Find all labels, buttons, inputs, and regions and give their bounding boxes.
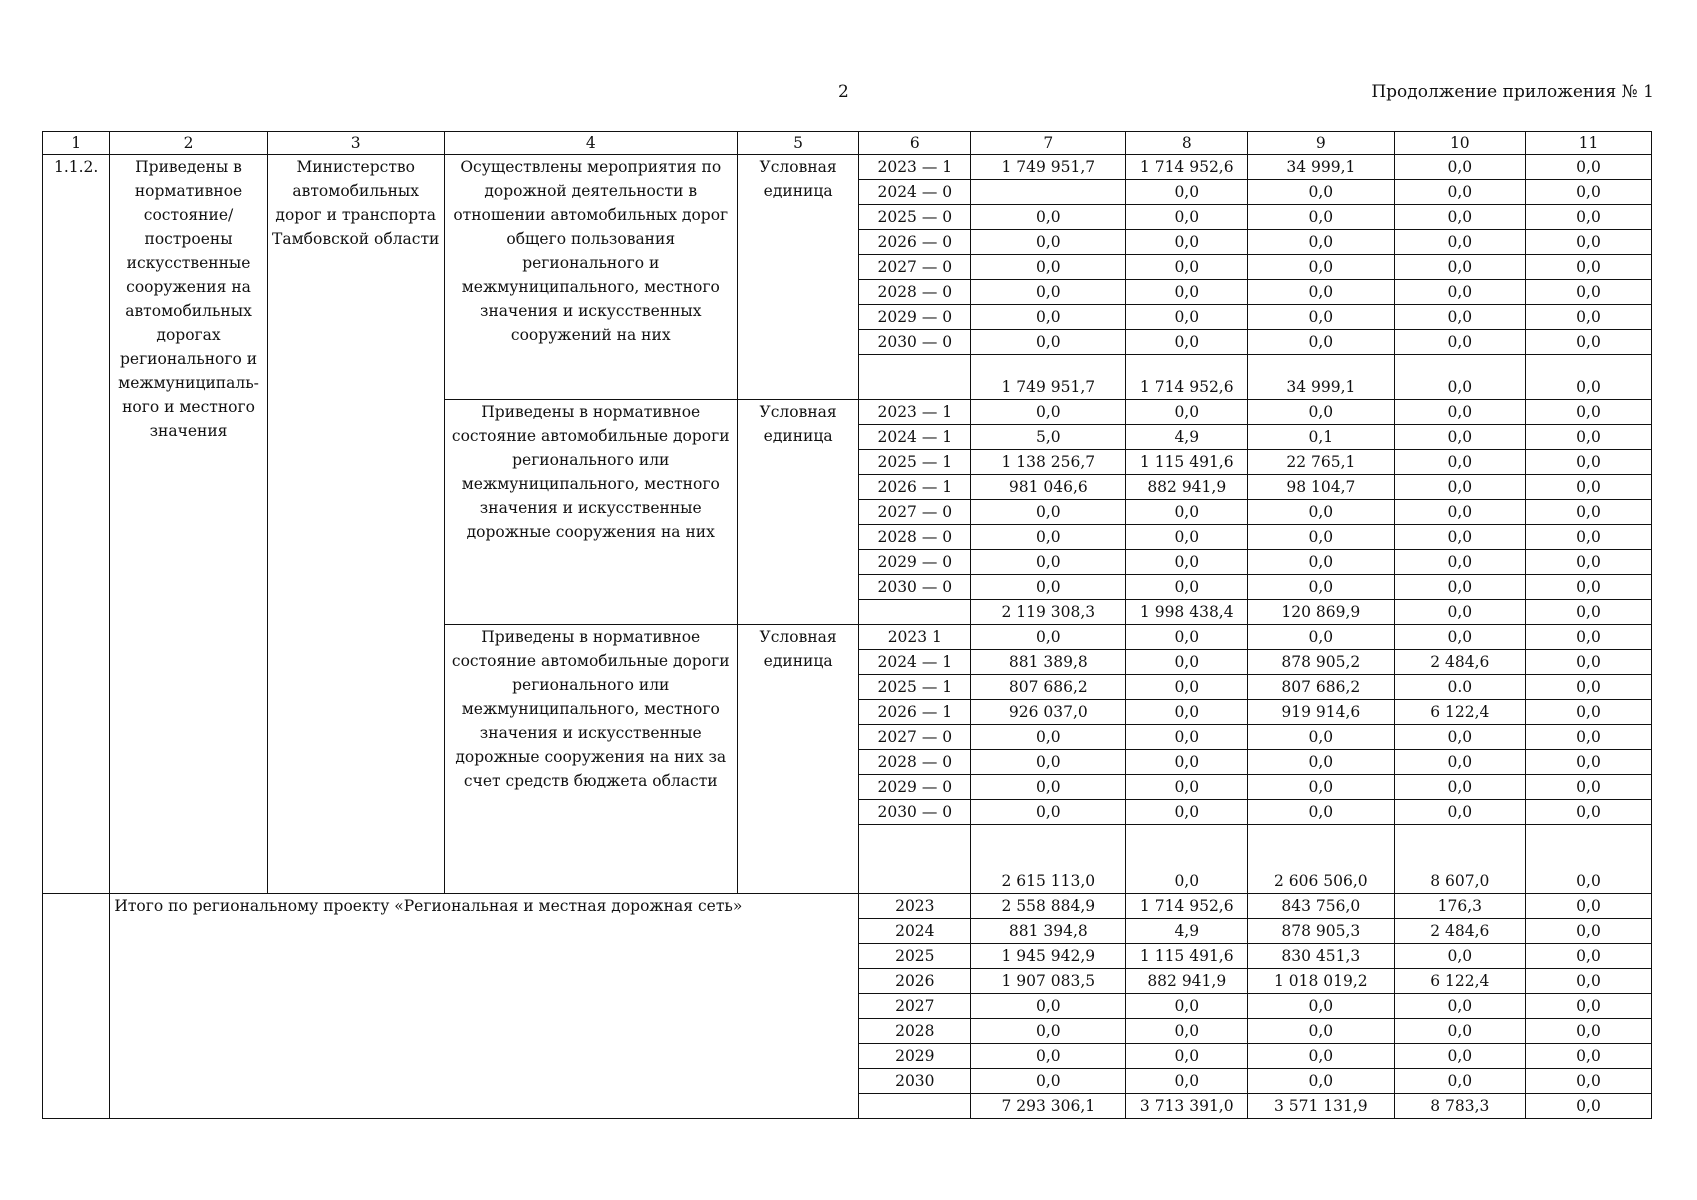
column-header: 8	[1126, 132, 1248, 155]
value-cell: 0,0	[971, 205, 1126, 230]
year-cell: 2024 — 0	[859, 180, 971, 205]
value-cell: 0,0	[1126, 255, 1248, 280]
value-cell: 0,0	[971, 305, 1126, 330]
value-cell: 1 115 491,6	[1126, 450, 1248, 475]
unit-cell: Условная единица	[737, 400, 859, 625]
value-cell: 0,0	[1248, 725, 1395, 750]
value-cell: 0,0	[971, 575, 1126, 600]
year-cell: 2030 — 0	[859, 575, 971, 600]
column-header: 1	[43, 132, 110, 155]
column-header: 4	[444, 132, 737, 155]
value-cell: 807 686,2	[1248, 675, 1395, 700]
unit-cell: Условная единица	[737, 625, 859, 894]
value-cell: 0,0	[1525, 550, 1651, 575]
summary-blank	[43, 894, 110, 1119]
value-cell: 0,0	[1394, 400, 1525, 425]
value-cell: 0,0	[1126, 230, 1248, 255]
value-cell: 0,0	[1248, 625, 1395, 650]
value-cell: 0,0	[1394, 280, 1525, 305]
value-cell: 0,0	[1394, 450, 1525, 475]
value-cell: 0,0	[1394, 944, 1525, 969]
value-cell: 1 714 952,6	[1126, 155, 1248, 180]
value-cell: 1 714 952,6	[1126, 355, 1248, 400]
value-cell: 0,0	[1394, 305, 1525, 330]
year-cell: 2027	[859, 994, 971, 1019]
column-header: 11	[1525, 132, 1651, 155]
value-cell: 0,0	[1126, 1044, 1248, 1069]
value-cell: 0,0	[1525, 894, 1651, 919]
value-cell: 0,0	[1525, 425, 1651, 450]
year-cell: 2027 — 0	[859, 255, 971, 280]
value-cell: 0,0	[1126, 625, 1248, 650]
value-cell: 0,0	[971, 994, 1126, 1019]
column-header: 9	[1248, 132, 1395, 155]
value-cell: 881 389,8	[971, 650, 1126, 675]
value-cell: 0,0	[1394, 550, 1525, 575]
value-cell: 0,0	[1394, 625, 1525, 650]
value-cell: 0,0	[971, 625, 1126, 650]
value-cell: 0,0	[1248, 180, 1395, 205]
value-cell: 0,0	[971, 500, 1126, 525]
value-cell: 0,0	[1248, 255, 1395, 280]
value-cell: 0,0	[1248, 775, 1395, 800]
value-cell: 0,0	[1394, 1044, 1525, 1069]
value-cell: 0,0	[1525, 919, 1651, 944]
value-cell: 0,0	[1248, 400, 1395, 425]
year-cell: 2029 — 0	[859, 775, 971, 800]
summary-label: Итого по региональному проекту «Региональная и местная дорожная сеть»	[110, 894, 859, 1119]
value-cell: 830 451,3	[1248, 944, 1395, 969]
value-cell: 0,0	[1525, 725, 1651, 750]
value-cell: 0,0	[1126, 825, 1248, 894]
value-cell: 0,0	[1126, 305, 1248, 330]
value-cell: 0,0	[1126, 994, 1248, 1019]
value-cell: 0,0	[1525, 800, 1651, 825]
value-cell: 120 869,9	[1248, 600, 1395, 625]
value-cell: 0,0	[1394, 1019, 1525, 1044]
value-cell: 8 783,3	[1394, 1094, 1525, 1119]
column-header: 10	[1394, 132, 1525, 155]
value-cell: 1 018 019,2	[1248, 969, 1395, 994]
value-cell: 0,0	[1525, 700, 1651, 725]
executor-cell: Министерство автомобильных дорог и транспорта Тамбовской области	[267, 155, 444, 894]
value-cell: 0,0	[1126, 330, 1248, 355]
value-cell: 0,0	[1126, 700, 1248, 725]
value-cell: 0,0	[1248, 525, 1395, 550]
value-cell: 981 046,6	[971, 475, 1126, 500]
value-cell: 0,0	[1248, 994, 1395, 1019]
value-cell: 0,0	[1525, 330, 1651, 355]
year-cell: 2023 1	[859, 625, 971, 650]
value-cell: 0,0	[1126, 500, 1248, 525]
value-cell: 22 765,1	[1248, 450, 1395, 475]
year-cell: 2028 — 0	[859, 750, 971, 775]
year-cell-empty	[859, 600, 971, 625]
value-cell: 0,0	[1126, 675, 1248, 700]
value-cell: 0,0	[1525, 650, 1651, 675]
value-cell: 0,0	[1126, 400, 1248, 425]
value-cell	[971, 180, 1126, 205]
value-cell: 0,0	[1248, 550, 1395, 575]
value-cell: 0,0	[1525, 525, 1651, 550]
value-cell: 0,0	[1394, 600, 1525, 625]
value-cell: 0,0	[1394, 230, 1525, 255]
continuation-title: Продолжение приложения № 1	[1371, 82, 1654, 102]
value-cell: 0,0	[1394, 725, 1525, 750]
value-cell: 0,0	[1126, 800, 1248, 825]
description-cell: Приведены в нормативное состояние автомобильные дороги регионального или межмуниципального, местного значения и искусственные дорожные сооружения на них за счет средств бюджета области	[444, 625, 737, 894]
value-cell: 0,0	[1248, 305, 1395, 330]
value-cell: 0,0	[1394, 355, 1525, 400]
value-cell: 1 714 952,6	[1126, 894, 1248, 919]
value-cell: 1 945 942,9	[971, 944, 1126, 969]
value-cell: 0,0	[1126, 280, 1248, 305]
value-cell: 881 394,8	[971, 919, 1126, 944]
value-cell: 0,0	[1525, 944, 1651, 969]
value-cell: 3 571 131,9	[1248, 1094, 1395, 1119]
value-cell: 6 122,4	[1394, 700, 1525, 725]
value-cell: 0,0	[971, 230, 1126, 255]
value-cell: 0,0	[1394, 425, 1525, 450]
value-cell: 878 905,2	[1248, 650, 1395, 675]
value-cell: 6 122,4	[1394, 969, 1525, 994]
value-cell: 878 905,3	[1248, 919, 1395, 944]
value-cell: 0,0	[1525, 575, 1651, 600]
year-cell-empty	[859, 825, 971, 894]
value-cell: 0,0	[1525, 450, 1651, 475]
column-header: 5	[737, 132, 859, 155]
value-cell: 98 104,7	[1248, 475, 1395, 500]
value-cell: 0,0	[1525, 600, 1651, 625]
value-cell: 0,0	[1525, 775, 1651, 800]
value-cell: 0,0	[1126, 205, 1248, 230]
value-cell: 0,0	[1126, 550, 1248, 575]
year-cell: 2024	[859, 919, 971, 944]
value-cell: 0,0	[1248, 800, 1395, 825]
value-cell: 0,0	[1248, 330, 1395, 355]
value-cell: 0,0	[1525, 500, 1651, 525]
value-cell: 0,0	[971, 1069, 1126, 1094]
value-cell: 2 484,6	[1394, 650, 1525, 675]
year-cell: 2027 — 0	[859, 725, 971, 750]
value-cell: 2 119 308,3	[971, 600, 1126, 625]
year-cell-empty	[859, 1094, 971, 1119]
value-cell: 0,0	[1394, 775, 1525, 800]
value-cell: 0,0	[1394, 180, 1525, 205]
value-cell: 0,0	[1248, 1019, 1395, 1044]
value-cell: 0,0	[1394, 475, 1525, 500]
year-cell: 2024 — 1	[859, 425, 971, 450]
description-cell: Осуществлены мероприятия по дорожной деятельности в отношении автомобильных дорог общего пользования регионального и межмуниципального, местного значения и искусственных сооружений на них	[444, 155, 737, 400]
value-cell: 807 686,2	[971, 675, 1126, 700]
value-cell: 0,0	[1126, 1019, 1248, 1044]
column-header: 2	[110, 132, 267, 155]
value-cell: 0,0	[971, 775, 1126, 800]
value-cell: 34 999,1	[1248, 355, 1395, 400]
value-cell: 0,0	[1126, 750, 1248, 775]
value-cell: 0,0	[1525, 400, 1651, 425]
value-cell: 0,0	[971, 550, 1126, 575]
value-cell: 0,0	[1525, 180, 1651, 205]
value-cell: 2 615 113,0	[971, 825, 1126, 894]
value-cell: 0,0	[1525, 305, 1651, 330]
value-cell: 0,0	[1248, 500, 1395, 525]
value-cell: 0,0	[1248, 230, 1395, 255]
year-cell: 2030	[859, 1069, 971, 1094]
description-cell: Приведены в нормативное состояние автомобильные дороги регионального или межмуниципального, местного значения и искусственные дорожные сооружения на них	[444, 400, 737, 625]
value-cell: 0,0	[971, 1019, 1126, 1044]
value-cell: 0,0	[1394, 155, 1525, 180]
value-cell: 0,0	[1525, 1069, 1651, 1094]
value-cell: 0,0	[1248, 1069, 1395, 1094]
value-cell: 2 558 884,9	[971, 894, 1126, 919]
value-cell: 0,0	[1126, 1069, 1248, 1094]
value-cell: 882 941,9	[1126, 475, 1248, 500]
value-cell: 843 756,0	[1248, 894, 1395, 919]
value-cell: 34 999,1	[1248, 155, 1395, 180]
year-cell-empty	[859, 355, 971, 400]
value-cell: 0,0	[971, 280, 1126, 305]
value-cell: 882 941,9	[1126, 969, 1248, 994]
value-cell: 0,0	[1394, 255, 1525, 280]
value-cell: 0,0	[971, 800, 1126, 825]
value-cell: 0,0	[1126, 775, 1248, 800]
column-header: 6	[859, 132, 971, 155]
year-cell: 2028 — 0	[859, 525, 971, 550]
value-cell: 0,0	[1525, 969, 1651, 994]
year-cell: 2025 — 1	[859, 675, 971, 700]
value-cell: 4,9	[1126, 919, 1248, 944]
year-cell: 2023 — 1	[859, 155, 971, 180]
value-cell: 0,0	[1525, 1094, 1651, 1119]
year-cell: 2025	[859, 944, 971, 969]
value-cell: 1 907 083,5	[971, 969, 1126, 994]
value-cell: 0,0	[1525, 255, 1651, 280]
value-cell: 0,1	[1248, 425, 1395, 450]
value-cell: 0,0	[1248, 280, 1395, 305]
value-cell: 0,0	[1394, 1069, 1525, 1094]
value-cell: 0,0	[1248, 750, 1395, 775]
value-cell: 0,0	[1525, 625, 1651, 650]
value-cell: 0,0	[1126, 725, 1248, 750]
row-number: 1.1.2.	[43, 155, 110, 894]
value-cell: 0,0	[971, 400, 1126, 425]
value-cell: 0,0	[971, 725, 1126, 750]
value-cell: 0,0	[971, 1044, 1126, 1069]
value-cell: 0,0	[1525, 475, 1651, 500]
value-cell: 0,0	[1394, 500, 1525, 525]
value-cell: 0,0	[971, 255, 1126, 280]
value-cell: 0,0	[1126, 650, 1248, 675]
year-cell: 2028 — 0	[859, 280, 971, 305]
value-cell: 8 607,0	[1394, 825, 1525, 894]
value-cell: 0,0	[1525, 205, 1651, 230]
value-cell: 2 484,6	[1394, 919, 1525, 944]
year-cell: 2026 — 1	[859, 700, 971, 725]
year-cell: 2027 — 0	[859, 500, 971, 525]
table-row	[43, 155, 1652, 180]
year-cell: 2023	[859, 894, 971, 919]
value-cell: 0,0	[1525, 750, 1651, 775]
year-cell: 2030 — 0	[859, 800, 971, 825]
year-cell: 2028	[859, 1019, 971, 1044]
value-cell: 1 749 951,7	[971, 355, 1126, 400]
column-header: 3	[267, 132, 444, 155]
value-cell: 0,0	[971, 330, 1126, 355]
value-cell: 1 115 491,6	[1126, 944, 1248, 969]
value-cell: 0,0	[1394, 205, 1525, 230]
value-cell: 0,0	[1525, 355, 1651, 400]
year-cell: 2030 — 0	[859, 330, 971, 355]
value-cell: 1 998 438,4	[1126, 600, 1248, 625]
column-header: 7	[971, 132, 1126, 155]
value-cell: 0,0	[1525, 825, 1651, 894]
year-cell: 2026 — 1	[859, 475, 971, 500]
value-cell: 0,0	[1248, 1044, 1395, 1069]
value-cell: 0,0	[1394, 330, 1525, 355]
value-cell: 3 713 391,0	[1126, 1094, 1248, 1119]
value-cell: 0,0	[1126, 180, 1248, 205]
year-cell: 2029 — 0	[859, 305, 971, 330]
value-cell: 1 749 951,7	[971, 155, 1126, 180]
value-cell: 1 138 256,7	[971, 450, 1126, 475]
value-cell: 0,0	[1394, 575, 1525, 600]
value-cell: 4,9	[1126, 425, 1248, 450]
year-cell: 2026	[859, 969, 971, 994]
year-cell: 2023 — 1	[859, 400, 971, 425]
year-cell: 2026 — 0	[859, 230, 971, 255]
value-cell: 176,3	[1394, 894, 1525, 919]
value-cell: 0,0	[1525, 994, 1651, 1019]
value-cell: 0,0	[1248, 205, 1395, 230]
year-cell: 2029	[859, 1044, 971, 1069]
value-cell: 7 293 306,1	[971, 1094, 1126, 1119]
year-cell: 2025 — 0	[859, 205, 971, 230]
value-cell: 0,0	[1525, 155, 1651, 180]
value-cell: 0,0	[1126, 525, 1248, 550]
value-cell: 0,0	[971, 525, 1126, 550]
value-cell: 0,0	[1525, 280, 1651, 305]
unit-cell: Условная единица	[737, 155, 859, 400]
value-cell: 0,0	[1394, 525, 1525, 550]
summary-row	[43, 894, 1652, 919]
result-cell: Приведены в нормативное состояние/ построены искусственные сооружения на автомобильных дорогах регионального и межмуниципаль-ного и местного значения	[110, 155, 267, 894]
value-cell: 0.0	[1394, 675, 1525, 700]
value-cell: 926 037,0	[971, 700, 1126, 725]
page-number: 2	[838, 82, 849, 102]
value-cell: 0,0	[971, 750, 1126, 775]
program-table	[42, 131, 1652, 1119]
value-cell: 5,0	[971, 425, 1126, 450]
value-cell: 0,0	[1126, 575, 1248, 600]
column-header-row	[43, 132, 1652, 155]
value-cell: 0,0	[1525, 1019, 1651, 1044]
value-cell: 2 606 506,0	[1248, 825, 1395, 894]
value-cell: 0,0	[1525, 230, 1651, 255]
value-cell: 0,0	[1525, 675, 1651, 700]
value-cell: 0,0	[1248, 575, 1395, 600]
value-cell: 0,0	[1394, 800, 1525, 825]
year-cell: 2029 — 0	[859, 550, 971, 575]
value-cell: 0,0	[1394, 994, 1525, 1019]
year-cell: 2025 — 1	[859, 450, 971, 475]
value-cell: 0,0	[1525, 1044, 1651, 1069]
year-cell: 2024 — 1	[859, 650, 971, 675]
value-cell: 0,0	[1394, 750, 1525, 775]
value-cell: 919 914,6	[1248, 700, 1395, 725]
